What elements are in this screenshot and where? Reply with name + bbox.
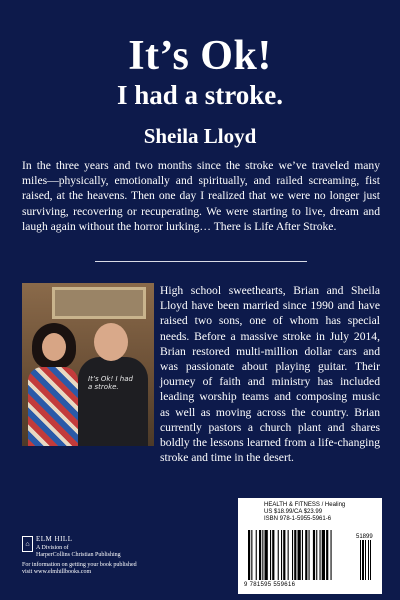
publisher-name: ELM HILL [36,535,73,543]
bio-text: High school sweethearts, Brian and Sheila Lloyd have been married since 1990 and have raised two sons, one of whom has special needs. Before a massive stroke in July 2014, Brian restored multi-million dollar cars and was passionate about playing guitar. Their journey of faith and ministry has included leading worship teams and composing music as well as moving across the country. Brian currently pastors a church plant and shares boldly the lessons learned from a life-changing stroke and time in the desert. [160,284,380,465]
barcode-icon [246,530,374,582]
price-label: US $18.99/CA $23.99 [264,509,323,515]
blurb-text: In the three years and two months since the stroke we’ve traveled many miles—physically, emotionally and spiritually, and railed screaming, fist raised, at the heavens. Then one day I realized that we were no longer just surviving, recovering or recuperating. We were starting to live, dream and laugh again without the horror lurking… There is Life After Stroke. [22,159,380,233]
publisher-division: A Division of [36,545,69,551]
barcode-box [238,498,382,594]
title-line-1: It’s Ok! [128,33,272,79]
bio-section [22,283,380,465]
publisher-parent: HarperCollins Christian Publishing [36,552,121,558]
publisher-info: For information on getting your book published [22,562,137,568]
category-label: HEALTH & FITNESS / Healing [264,502,346,508]
divider-line [95,261,307,262]
author-name: Sheila Lloyd [143,124,257,148]
barcode-digits: 9 781595 559616 [244,582,296,588]
shirt-text: It’s Ok! I had a stroke. [88,375,133,391]
photo-spacer [22,283,160,461]
price-code: 51899 [356,534,373,540]
title-line-2: I had a stroke. [116,80,284,110]
elm-hill-icon: ⌂ [22,536,33,552]
publisher-url: visit www.elmhillbooks.com [22,569,92,575]
isbn-label: ISBN 978-1-5955-5961-6 [264,516,332,522]
